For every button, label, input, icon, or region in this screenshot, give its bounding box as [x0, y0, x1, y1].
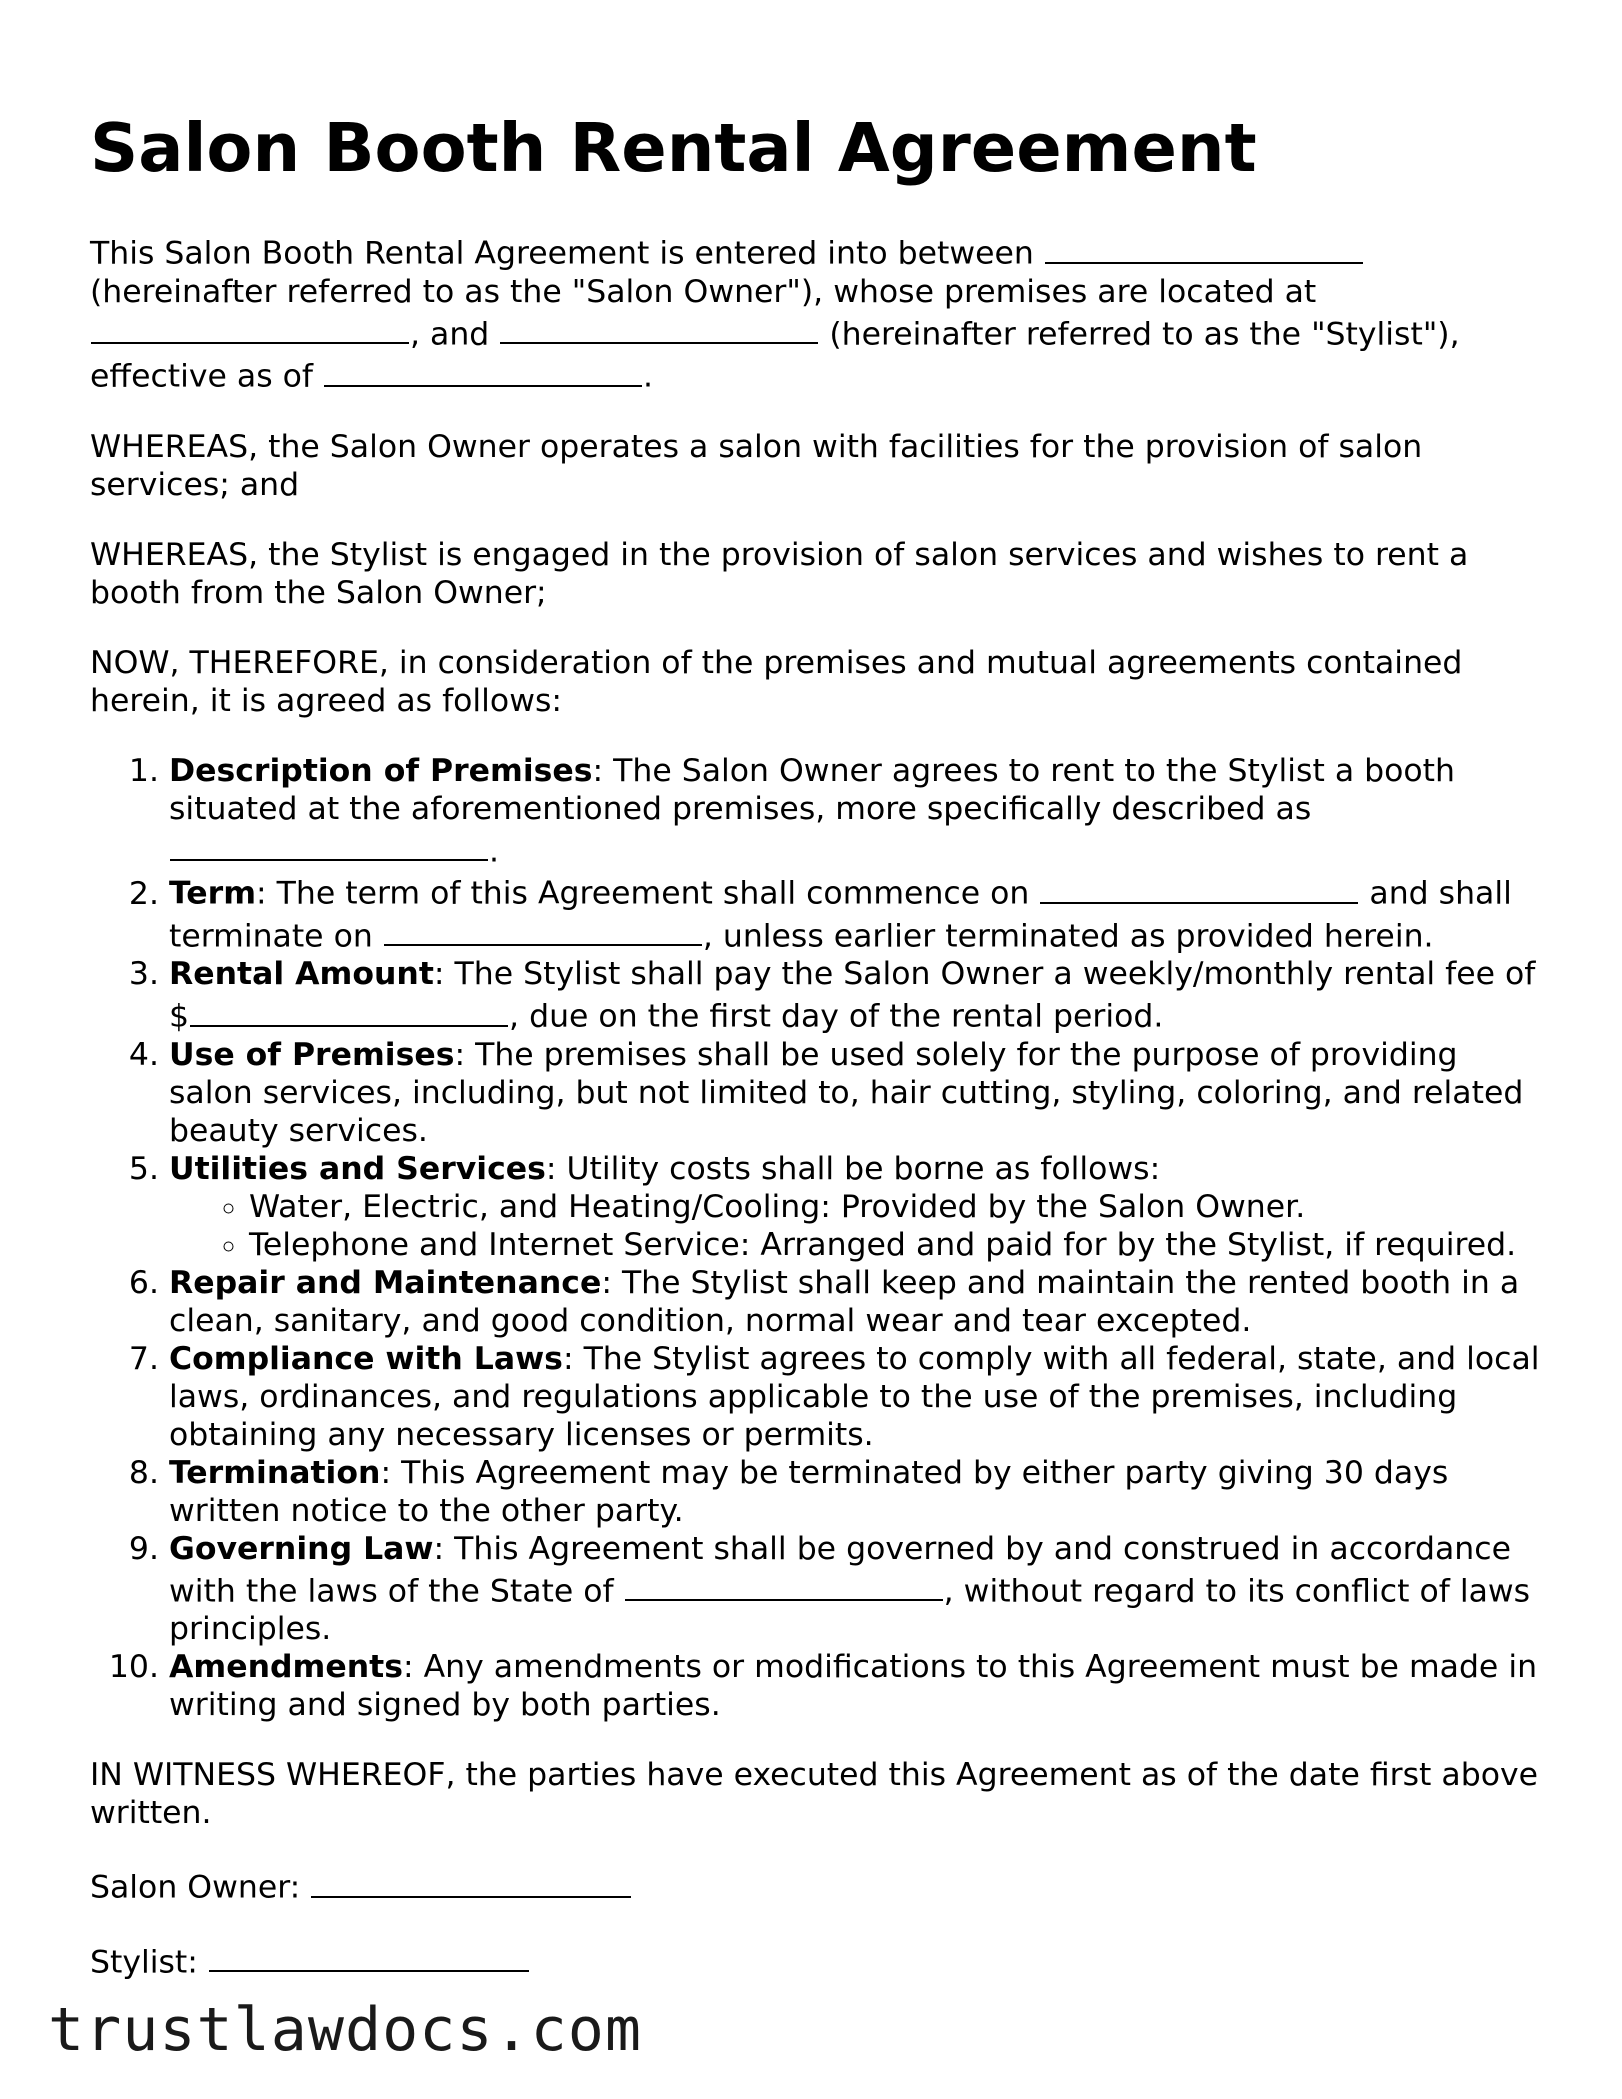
clause-text: : Utility costs shall be borne as follows:: [545, 1150, 1161, 1187]
clause-termination: [169, 1454, 1540, 1530]
clause-text: .: [489, 833, 500, 869]
stylist-label: Stylist:: [90, 1944, 198, 1980]
witness-paragraph: IN WITNESS WHEREOF, the parties have executed this Agreement as of the date first above written.: [90, 1757, 1539, 1831]
clause-title: Compliance with Laws: [169, 1340, 563, 1377]
clause-amendments: [169, 1648, 1540, 1724]
salon-owner-signature-blank[interactable]: [311, 1864, 631, 1898]
salon-owner-name-blank[interactable]: [1045, 230, 1363, 264]
whereas-paragraph-2: WHEREAS, the Stylist is engaged in the provision of salon services and wishes to rent a booth from the Salon Owner;: [90, 536, 1469, 611]
clause-text: : The premises shall be used solely for the purpose of providing salon services, including, but not limited to, hair cutting, styling, coloring, and related beauty services.: [169, 1036, 1524, 1149]
clause-text: : The term of this Agreement shall commence on: [256, 875, 1030, 912]
clause-title: Amendments: [169, 1649, 403, 1685]
intro-text-4: (hereinafter referred to as the "Stylist"), effective as of: [90, 316, 1460, 395]
whereas-paragraph-1: WHEREAS, the Salon Owner operates a salon with facilities for the provision of salon services; and: [90, 428, 1423, 503]
clause-text: , without regard to its conflict of laws principles.: [169, 1573, 1531, 1647]
clause-title: Rental Amount: [169, 956, 434, 992]
clause-title: Governing Law: [169, 1530, 434, 1567]
site-watermark: trustlawdocs.com: [48, 1995, 642, 2065]
governing-state-blank[interactable]: [625, 1568, 943, 1602]
rental-fee-blank[interactable]: [190, 993, 508, 1027]
clause-text: : The Stylist shall pay the Salon Owner a weekly/monthly rental fee of $: [169, 956, 1536, 1035]
intro-text-2: (hereinafter referred to as the "Salon Owner"), whose premises are located at: [90, 273, 1317, 310]
clause-title: Use of Premises: [169, 1036, 455, 1073]
effective-date-blank[interactable]: [324, 353, 642, 387]
stylist-signature-line: [90, 1939, 1540, 1982]
clause-title: Utilities and Services: [169, 1150, 546, 1187]
clauses-list: [90, 752, 1540, 1725]
clause-utilities-and-services: [169, 1150, 1540, 1264]
booth-description-blank[interactable]: [170, 828, 488, 862]
salon-owner-label: Salon Owner:: [90, 1869, 301, 1906]
utilities-item: ◦ Telephone and Internet Service: Arranged and paid for by the Stylist, if required.: [249, 1226, 1540, 1264]
clause-repair-and-maintenance: [169, 1264, 1540, 1340]
terminate-date-blank[interactable]: [384, 913, 702, 947]
stylist-name-blank[interactable]: [500, 311, 818, 345]
clause-text: : This Agreement may be terminated by either party giving 30 days written notice to the other party.: [169, 1454, 1449, 1529]
stylist-signature-blank[interactable]: [209, 1939, 529, 1973]
clause-title: Repair and Maintenance: [169, 1264, 602, 1301]
clause-compliance-with-laws: [169, 1340, 1540, 1454]
clause-text: : The Stylist agrees to comply with all federal, state, and local laws, ordinances, and regulations applicable to the use of the premises, including obtaining any necessary licenses or permits.: [169, 1340, 1540, 1453]
clause-text: : This Agreement shall be governed by and construed in accordance with the laws of the State of: [169, 1530, 1511, 1609]
salon-owner-signature-line: [90, 1864, 1540, 1907]
document-title: Salon Booth Rental Agreement: [90, 109, 1257, 187]
clause-text: : The Stylist shall keep and maintain the rented booth in a clean, sanitary, and good condition, normal wear and tear excepted.: [169, 1264, 1520, 1339]
clause-title: Description of Premises: [169, 752, 593, 789]
intro-text-5: .: [643, 358, 654, 395]
utilities-item: ◦ Water, Electric, and Heating/Cooling: Provided by the Salon Owner.: [249, 1188, 1540, 1226]
clause-rental-amount: [169, 955, 1540, 1036]
clause-text: : The Salon Owner agrees to rent to the Stylist a booth situated at the aforementioned premises, more specifically described as: [169, 752, 1455, 827]
clause-text: and shall terminate on: [169, 875, 1512, 954]
commence-date-blank[interactable]: [1040, 870, 1358, 904]
clause-text: : Any amendments or modifications to this Agreement must be made in writing and signed by both parties.: [169, 1649, 1538, 1723]
clause-text: , unless earlier terminated as provided herein.: [702, 918, 1434, 954]
clause-term: [169, 870, 1540, 955]
clause-governing-law: [169, 1530, 1540, 1649]
clause-description-of-premises: [169, 752, 1540, 871]
clause-title: Termination: [169, 1454, 381, 1491]
document-page: [90, 108, 1540, 2013]
intro-text-3: , and: [410, 316, 490, 352]
clause-title: Term: [169, 875, 257, 912]
utilities-sublist: [169, 1188, 1540, 1264]
intro-text-1: This Salon Booth Rental Agreement is entered into between: [90, 235, 1034, 272]
now-therefore-paragraph: NOW, THEREFORE, in consideration of the premises and mutual agreements contained herein, it is agreed as follows:: [90, 644, 1463, 719]
clause-text: , due on the first day of the rental period.: [509, 998, 1164, 1035]
clause-use-of-premises: [169, 1036, 1540, 1150]
intro-paragraph: [90, 230, 1540, 396]
premises-address-blank[interactable]: [91, 311, 409, 345]
